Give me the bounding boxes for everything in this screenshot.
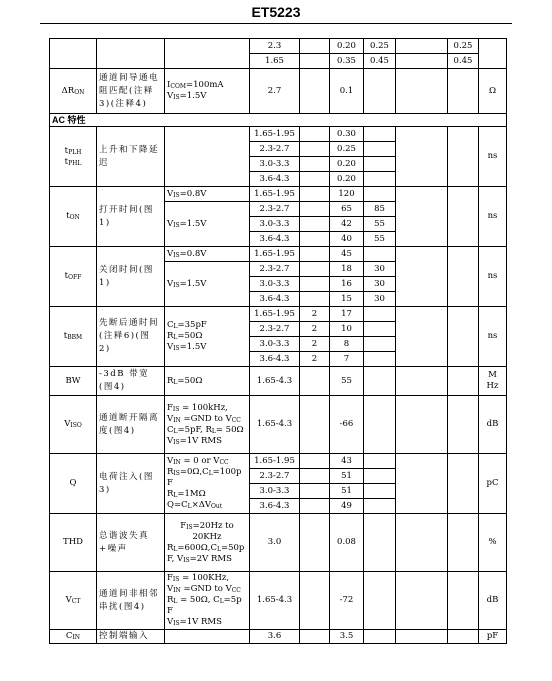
table-row: $t_{OFF}$ 关闭时间(图1) $V_{IS}=0.8V$ 1.65-1.95 45 ns — [50, 247, 507, 262]
table-row: $C_{IN}$ 控制端输入 3.6 3.5 pF — [50, 630, 507, 644]
symbol-cell: $t_{OFF}$ — [50, 247, 97, 307]
table-row: $\Delta R_{ON}$ 通道间导通电阻匹配(注释3)(注释4) $I_{COM}=100mA$ $V_{IS}=1.5V$ 2.7 0.1 Ω — [50, 69, 507, 114]
table-row: $t_{PLH}$ $t_{PHL}$ 上升和下降延迟 1.65-1.95 0.30 ns — [50, 127, 507, 142]
parameter-cell: 打开时间(图1) — [97, 187, 165, 247]
parameter-cell: 关闭时间(图1) — [97, 247, 165, 307]
table-row: 2.3 0.20 0.25 0.25 — [50, 39, 507, 54]
parameter-cell: -3dB 带宽(图4) — [97, 367, 165, 396]
table-row: 1.65 0.35 0.45 0.45 — [50, 54, 507, 69]
parameter-cell: 总谐波失真+噪声 — [97, 514, 165, 572]
spec-table — [49, 38, 507, 644]
page-header-title: ET5223 — [251, 4, 301, 20]
table-row: $t_{BBM}$ 先断后通时间(注释6)(图2) $C_L=35pF$ $R_L=50\Omega$ $V_{IS}=1.5V$ 1.65-1.95 2 17 ns — [50, 307, 507, 322]
table-row: 3.6-4.3 40 55 — [50, 232, 507, 247]
symbol-cell: $\Delta R_{ON}$ — [50, 69, 97, 114]
table-row: $V_{ISO}$ 通道断开隔离度(图4) $F_{IS} = 100kHz$, $V_{IN} =GND$ to $V_{CC}$ $C_L=5pF$, $R_L= 50\Omega$ $V_{IS}=1V$ RMS 1.65-4.3 -66 dB — [50, 396, 507, 454]
symbol-cell: $t_{ON}$ — [50, 187, 97, 247]
table-row: BW -3dB 带宽(图4) $R_L=50\Omega$ 1.65-4.3 55 M Hz — [50, 367, 507, 396]
table-row: 3.0-3.3 2 8 — [50, 337, 507, 352]
symbol-cell: $t_{BBM}$ — [50, 307, 97, 367]
table-row: 3.0-3.3 51 — [50, 484, 507, 499]
table-row: $V_{IS}=1.5V$ 2.3-2.7 65 85 — [50, 202, 507, 217]
table-row: 3.6-4.3 0.20 — [50, 172, 507, 187]
table-row: 3.0-3.3 0.20 — [50, 157, 507, 172]
table-row: 2.3-2.7 0.25 — [50, 142, 507, 157]
parameter-cell: 控制端输入 — [97, 630, 165, 644]
table-row: 2.3-2.7 2 10 — [50, 322, 507, 337]
symbol-cell: $t_{PLH}$ $t_{PHL}$ — [50, 127, 97, 187]
table-row: 2.3-2.7 51 — [50, 469, 507, 484]
table-row: 3.6-4.3 15 30 — [50, 292, 507, 307]
table-row: 3.0-3.3 16 30 — [50, 277, 507, 292]
table-row: $t_{ON}$ 打开时间(图1) $V_{IS}=0.8V$ 1.65-1.95 120 ns — [50, 187, 507, 202]
table-row: THD 总谐波失真+噪声 $F_{IS}=20Hz$ to 20KHz $R_L=600\Omega,C_L=50p$ F, $V_{IS}=2V$ RMS 3.0 0.08 % — [50, 514, 507, 572]
parameter-cell: 上升和下降延迟 — [97, 127, 165, 187]
parameter-cell: 通道间导通电阻匹配(注释3)(注释4) — [97, 69, 165, 114]
parameter-cell: 先断后通时间(注释6)(图2) — [97, 307, 165, 367]
table-row: 3.6-4.3 2 7 — [50, 352, 507, 367]
table-row: $V_{IS}=1.5V$ 2.3-2.7 18 30 — [50, 262, 507, 277]
parameter-cell: 通道间非相邻串扰(图4) — [97, 572, 165, 630]
table-row: $V_{CT}$ 通道间非相邻串扰(图4) $F_{IS} = 100KHz$, $V_{IN} =GND$ to $V_{CC}$ $R_L = 50\Omega$, $C_L=5pF$ $V_{IS}=1V$ RMS 1.65-4.3 -72 dB — [50, 572, 507, 630]
parameter-cell: 通道断开隔离度(图4) — [97, 396, 165, 454]
section-header: AC 特性 — [50, 114, 507, 127]
condition-cell: $I_{COM}=100mA$ $V_{IS}=1.5V$ — [165, 69, 250, 114]
table-row: Q 电荷注入(图3) $V_{IN} = 0$ or $V_{CC}$ $R_{IS}=0\Omega,C_L=100pF$ $R_L=1M\Omega$ $Q=C_L\times\Delta V_{Out}$ 1.65-1.95 43 pC — [50, 454, 507, 469]
parameter-cell: 电荷注入(图3) — [97, 454, 165, 514]
table-row: 3.0-3.3 42 55 — [50, 217, 507, 232]
header-rule — [40, 23, 512, 24]
table-row: 3.6-4.3 49 — [50, 499, 507, 514]
